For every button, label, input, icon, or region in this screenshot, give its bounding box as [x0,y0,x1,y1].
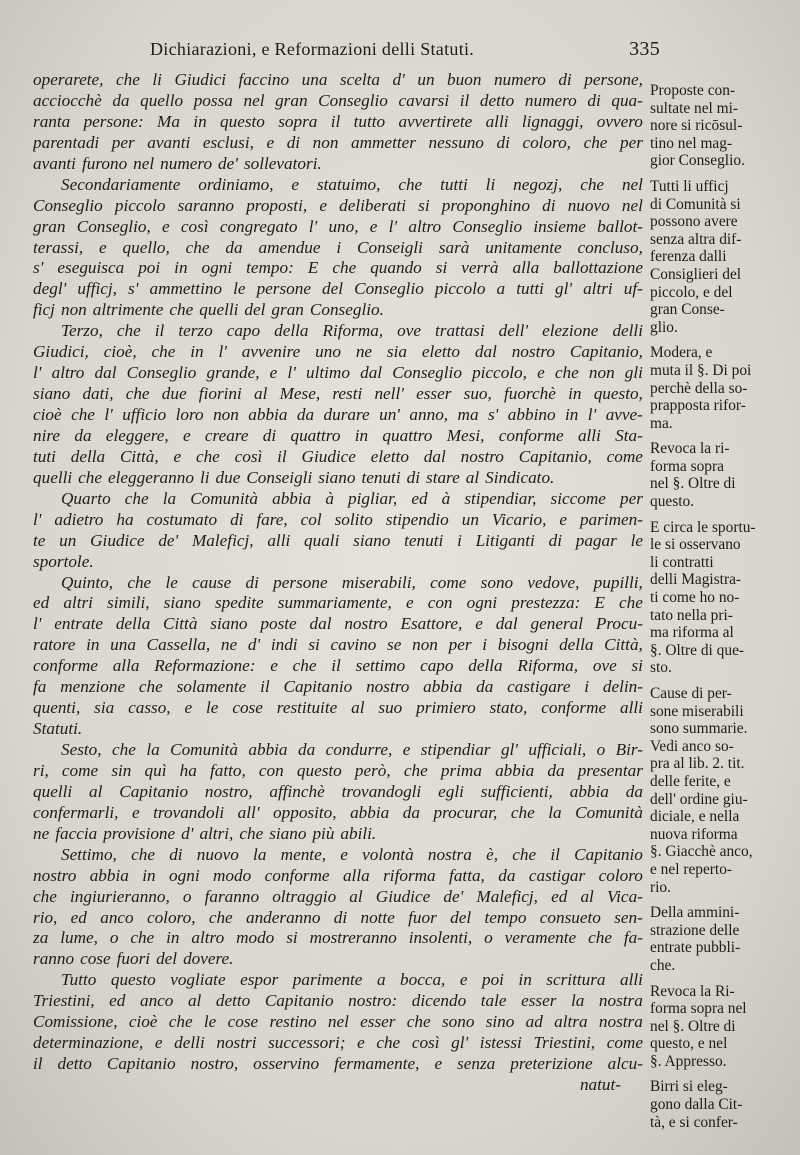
text-line: te un Giudice de' Maleficj, alli quali siano tenuti i Litiganti di pagar le [33,530,643,550]
text-line: terassi, e quello, che da amendue i Conseigli sarà unitamente concluso, [33,237,643,257]
marginal-note-line: sultate nel mi- [650,99,739,117]
marginal-note-line: delli Magistra- [650,571,742,589]
marginal-note-line: Consiglieri del [650,265,742,283]
text-line: acciocchè da quello possa nel gran Conseglio cavarsi il detto numero di qua- [33,90,643,110]
text-line: ranno cose fuori del dovere. [33,949,234,969]
text-line: confermarli, e trovandoli all' opposito, abbia da procurar, che la Comunità [33,802,643,822]
text-line: avanti furono nel numero de' sollevatori. [33,153,322,173]
marginal-note-line: senza altra dif- [650,230,742,248]
text-line: il detto Capitanio nostro, osservino fermamente, e senza preterizione alcu- [33,1054,643,1074]
marginal-note-line: Birri si eleg- [650,1078,728,1096]
text-line: ne faccia provisione d' altri, che siano più abili. [33,823,377,843]
marginal-note-line: di Comunità si [650,195,741,213]
marginal-note-line: ti come ho no- [650,589,740,607]
text-line: Tutto questo vogliate espor parimente a bocca, e poi in scrittura alli [61,970,643,990]
text-line: quenti, sia casso, e le cose restituite al suo primiero stato, conforme alli [33,698,643,718]
text-line: che ingiurieranno, o faranno oltraggio al Giudice de' Maleficj, ed al Vica- [33,886,643,906]
page-number: 335 [629,38,660,60]
marginal-note-line: che. [650,956,676,974]
marginal-note [650,1078,770,1131]
marginal-note-line: e nel reperto- [650,860,733,878]
marginal-note-line: §. Appresso. [650,1052,727,1070]
marginal-note-line: §. Giacchè anco, [650,843,753,861]
marginal-note-line: muta il §. Di poi [650,361,752,379]
marginal-note-line: strazione delle [650,921,740,939]
marginal-note-line: gran Conse- [650,301,725,319]
running-head [150,38,660,61]
text-line: l' altro dal Conseglio grande, e l' ultimo dal Conseglio piccolo, e che non gli [33,363,643,383]
text-line: nire da eleggere, e creare di quattro in quattro Mesi, conforme alli Sta- [33,425,643,445]
marginal-note-line: pra al lib. 2. tit. [650,755,745,773]
marginal-note-line: tà, e si confer- [650,1113,738,1131]
marginal-note-line: ferenza dalli [650,248,727,266]
text-line: Quinto, che le cause di persone miserabili, come sono vedove, pupilli, [61,572,643,592]
marginal-note-line: forma sopra nel [650,1000,747,1018]
marginal-note-line: gior Conseglio. [650,152,745,170]
text-line: Giudici, cioè, che in l' avvenire uno ne sia eletto dal nostro Capitanio, [33,342,643,362]
text-line: ranta persone: Ma in questo sopra il tutto avvertirete alli lignaggi, ovvero [33,111,643,131]
marginal-note-line: possono avere [650,213,738,231]
text-line: determinazione, e delli nostri successori; e che così gl' istessi Triestini, come [33,1033,643,1053]
running-title: Dichiarazioni, e Reformazioni delli Statuti. [150,39,475,59]
marginal-note-line: dell' ordine giu- [650,790,748,808]
text-line: parentadi per avanti esclusi, e di non ammetter nessuno di coloro, che per [33,132,643,152]
marginal-note [650,82,770,170]
marginal-note-line: ma. [650,414,673,432]
marginal-note-line: nore si ricōsul- [650,117,743,135]
marginal-note-line: tato nella pri- [650,606,733,624]
text-line: fa menzione che solamente il Capitanio nostro abbia da castigare i delin- [33,677,643,697]
main-text-block [33,70,643,1096]
marginal-note-line: delle ferite, e [650,772,731,790]
marginal-note-line: sto. [650,659,672,677]
text-line: operarete, che li Giudici faccino una scelta d' un buon numero di persone, [33,70,643,89]
text-line: na tut- [579,1075,621,1094]
marginal-note-line: Della ammini- [650,904,740,922]
marginal-note-line: sone miserabili [650,702,744,720]
marginal-note-line: §. Oltre di que- [650,641,745,659]
text-line: za lume, o che in altro modo si mostreranno insolenti, o veramente che fa- [33,928,643,948]
text-line: Quarto che la Comunità abbia à pigliar, ed à stipendiar, siccome per [61,488,643,508]
marginal-note [650,519,770,677]
text-line: cioè che l' ufficio loro non abbia da durare un' anno, ma s' abbino in l' avve- [33,405,643,424]
marginal-note-line: nel §. Oltre di [650,1017,736,1035]
text-line: quelli al Capitanio nostro, affinchè trovandogli egli sufficienti, abbia da [33,781,643,801]
marginal-note-line: le si osservano [650,536,741,554]
marginal-note-line: glio. [650,318,678,336]
marginal-note [650,344,770,432]
marginal-note-line: Tutti li ufficj [650,177,729,195]
text-line: quelli che eleggeranno li due Conseigli siano tenuti di stare al Sindicato. [33,467,555,487]
marginal-note-line: prapposta rifor- [650,397,746,415]
marginal-note-line: tino nel mag- [650,134,733,152]
text-line: rio, ed anco coloro, che anderanno di notte fuor del tempo consueto sen- [33,907,643,927]
marginal-note-line: Revoca la ri- [650,440,730,458]
text-line: nostro abbia in ogni modo conforme alla riforma fatta, da castigar coloro [33,865,643,885]
marginal-note-line: Vedi anco so- [650,737,734,755]
text-line: ed altri simili, siano spedite summariamente, e con ogni prestezza: E che [33,593,643,613]
marginal-note-line: sono summarie. [650,720,748,738]
text-line: Settimo, che di nuovo la mente, e volontà nostra è, che il Capitanio [61,844,643,864]
text-line: siano dati, che due fiorini al Mese, resti nell' esser suo, fuorchè in questo, [33,384,643,404]
marginal-note-line: Modera, e [650,344,713,362]
text-line: Triestini, ed anco al detto Capitanio nostro: dicendo tale esser la nostra [33,991,643,1011]
text-line: gran Conseglio, e così congregato l' uno, e l' altro Conseglio insieme ballot- [33,216,643,236]
marginal-note-line: questo. [650,493,695,511]
marginal-note-line: E circa le sportu- [650,518,756,536]
marginal-note-line: entrate pubbli- [650,939,741,957]
marginal-notes [650,82,770,1131]
marginal-note [650,178,770,336]
text-line: Conseglio piccolo saranno proposti, e deliberati si proponghino di nuovo nel [33,195,643,215]
marginal-note-line: perchè della so- [650,379,748,397]
marginal-note-line: diciale, e nella [650,808,740,826]
text-line: tuti della Città, e che così il Giudice eletto dal nostro Capitanio, come [33,446,643,466]
marginal-note-line: forma sopra [650,457,724,475]
marginal-note-line: piccolo, e del [650,283,733,301]
text-line: degl' ufficj, s' ammettino le persone del Conseglio piccolo a tutti gl' altri uf- [33,279,643,299]
text-line: s' eseguisca poi in ogni tempo: E che quando si verrà alla ballottazione [33,258,643,278]
text-line: Sesto, che la Comunità abbia da condurre, e stipendiar gl' ufficiali, o Bir- [61,740,643,759]
text-line: Statuti. [33,719,83,739]
text-line: Secondariamente ordiniamo, e statuimo, che tutti li negozj, che nel [61,174,643,194]
marginal-note-line: li contratti [650,553,714,571]
text-line: ratore in una Cassella, ne d' indi si cavino se non per i bisogni della Città, [33,635,643,655]
marginal-note [650,983,770,1071]
marginal-note-line: nel §. Oltre di [650,475,736,493]
marginal-note [650,904,770,974]
marginal-note-line: ma riforma al [650,624,734,642]
marginal-note [650,685,770,896]
text-line: sportole. [33,551,94,571]
marginal-note-line: gono dalla Cit- [650,1096,743,1114]
text-line: l' adietro ha costumato di fare, col solito stipendio un Vicario, e parimen- [33,509,643,529]
marginal-note-line: questo, e nel [650,1035,728,1053]
marginal-note-line: rio. [650,878,671,896]
text-line: ri, come sin quì ha fatto, con questo però, che prima abbia da presentar [33,760,643,780]
text-line: Comissione, cioè che le cose restino nel esser che sono sino ad altra nostra [33,1012,643,1032]
text-line: ficj non altrimente che quelli del gran Conseglio. [33,300,384,320]
marginal-note-line: nuova riforma [650,825,738,843]
marginal-note [650,440,770,510]
marginal-note-line: Revoca la Ri- [650,982,735,1000]
marginal-note-line: Proposte con- [650,82,736,99]
marginal-note-line: Cause di per- [650,685,732,702]
text-line: Terzo, che il terzo capo della Riforma, ove trattasi dell' elezione delli [61,321,643,341]
text-line: l' entrate della Città siano poste dal nostro Esattore, e dal general Procu- [33,614,643,634]
text-line: conforme alla Reformazione: e che il settimo capo della Riforma, ove si [33,656,643,676]
